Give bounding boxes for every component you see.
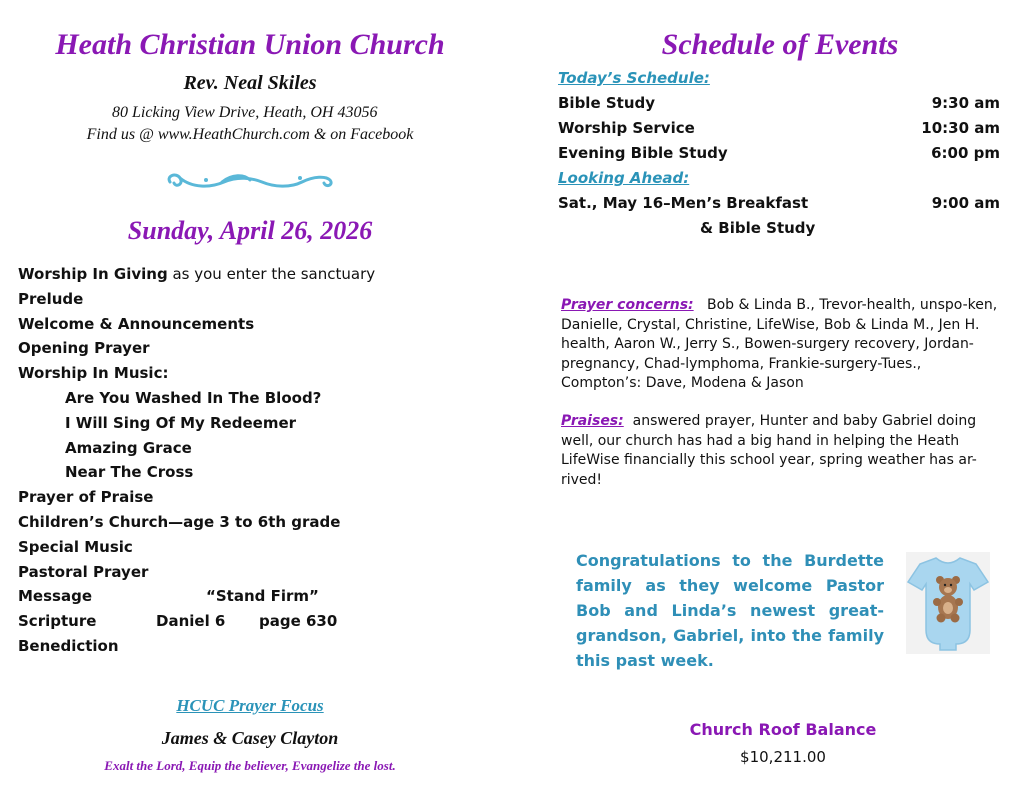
baby-onesie-icon <box>906 552 990 654</box>
schedule-item-time: 10:30 am <box>921 119 1000 137</box>
order-item-scripture <box>18 609 375 634</box>
looking-ahead-heading: Looking Ahead: <box>558 169 690 187</box>
scripture-label: Scripture <box>18 612 97 631</box>
congratulations-note: Congratulations to the Burdette family as they welcome Pastor Bob and Linda’s newest great-grandson, Gabriel, into the family this past week. <box>576 551 884 670</box>
schedule-item-time: 6:00 pm <box>931 144 1000 162</box>
todays-schedule-heading: Today’s Schedule: <box>558 69 710 87</box>
schedule-item-name: Worship Service <box>558 119 695 137</box>
service-date: Sunday, April 26, 2026 <box>127 216 373 245</box>
song-item: Near The Cross <box>65 463 194 482</box>
order-item-worship-music: Worship In Music: <box>18 364 169 383</box>
order-item-benediction: Benediction <box>18 636 119 655</box>
order-item-prayer-of-praise: Prayer of Praise <box>18 488 154 507</box>
order-item-message <box>18 584 375 609</box>
order-item-childrens-church: Children’s Church—age 3 to 6th grade <box>18 512 341 531</box>
schedule-item-time: 9:30 am <box>931 94 1000 112</box>
order-of-worship <box>18 262 375 659</box>
church-motto: Exalt the Lord, Equip the believer, Evangelize the lost. <box>104 758 396 773</box>
schedule-item <box>558 141 1000 166</box>
order-item-opening-prayer: Opening Prayer <box>18 339 150 358</box>
roof-balance-amount: $10,211.00 <box>740 748 826 766</box>
onesie-image <box>906 552 990 654</box>
ahead-item-line2: & Bible Study <box>700 219 816 237</box>
praises <box>561 412 1005 490</box>
pastor-name: Rev. Neal Skiles <box>183 72 317 94</box>
ahead-item-name: Sat., May 16–Men’s Breakfast <box>558 194 809 212</box>
schedule-item <box>558 91 1000 116</box>
swirl-divider-icon <box>162 168 342 194</box>
order-item-prelude: Prelude <box>18 289 84 308</box>
song-item: I Will Sing Of My Redeemer <box>65 413 297 432</box>
praises-label: Praises: <box>561 413 624 429</box>
schedule-item-name: Evening Bible Study <box>558 144 728 162</box>
schedule-item-name: Bible Study <box>558 94 656 112</box>
scripture-page: page 630 <box>259 612 338 631</box>
roof-balance-title: Church Roof Balance <box>689 720 877 739</box>
order-giving-rest: as you enter the sanctuary <box>167 265 376 283</box>
order-item-special-music: Special Music <box>18 537 133 556</box>
order-giving-label: Worship In Giving <box>18 265 168 283</box>
schedule-list <box>558 66 1000 241</box>
song-item: Amazing Grace <box>65 438 192 457</box>
message-label: Message <box>18 587 92 606</box>
song-item: Are You Washed In The Blood? <box>65 388 322 407</box>
ahead-item-time: 9:00 am <box>931 194 1000 212</box>
schedule-title: Schedule of Events <box>661 28 899 61</box>
ahead-item <box>558 191 1000 216</box>
schedule-item <box>558 116 1000 141</box>
church-address: 80 Licking View Drive, Heath, OH 43056 <box>112 104 378 121</box>
prayer-concerns <box>561 296 1005 394</box>
order-item-welcome: Welcome & Announcements <box>18 314 255 333</box>
prayer-focus-names: James & Casey Clayton <box>161 728 339 748</box>
church-name: Heath Christian Union Church <box>55 28 445 61</box>
praises-text: answered prayer, Hunter and baby Gabriel doing well, our church has had a big hand in helping the Heath LifeWise financially this school year, spring weather has ar-rived! <box>561 413 977 488</box>
order-item-giving <box>18 262 375 287</box>
order-item-pastoral-prayer: Pastoral Prayer <box>18 562 149 581</box>
scripture-ref: Daniel 6 <box>156 612 226 631</box>
prayer-concerns-text: Bob & Linda B., Trevor-health, unspo-ken, Danielle, Crystal, Christine, LifeWise, Bob & Linda M., Jen H. health, Aaron W., Jerry S., Bowen-surgery recovery, Jordan-pregnancy, Chad-lymphoma, Frankie-surgery-Tues., Compton’s: Dave, Modena & Jason <box>561 297 998 391</box>
prayer-concerns-label: Prayer concerns: <box>561 297 694 313</box>
prayer-focus-title: HCUC Prayer Focus <box>176 696 324 715</box>
message-title: “Stand Firm” <box>206 587 319 606</box>
find-us-line: Find us @ www.HeathChurch.com & on Facebook <box>86 126 414 143</box>
